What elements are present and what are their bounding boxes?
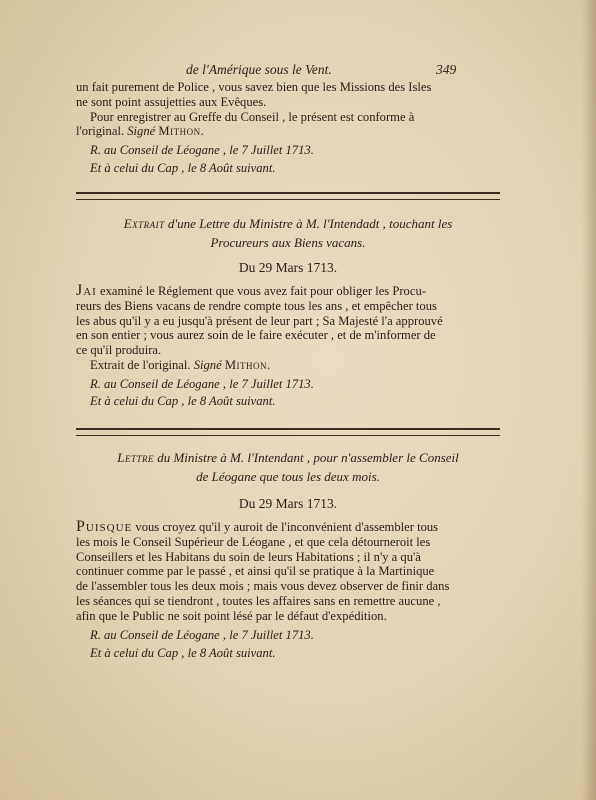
text-line: ne sont point assujetties aux Evêques. — [76, 94, 267, 109]
text-line: Puisque vous croyez qu'il y auroit de l'inconvénient d'assembler tous — [76, 518, 439, 535]
signature-line: Extrait de l'original. Signé Mithon. — [90, 357, 271, 372]
title-smallcaps: Lettre — [117, 450, 154, 465]
signature-prefix: l'original. — [76, 124, 125, 139]
registration-line: Et à celui du Cap , le 8 Août suivant. — [90, 646, 276, 661]
title-text: de Léogane que tous les deux mois. — [196, 469, 380, 484]
text-line: les abus qu'il y a eu jusqu'à présent de leur part ; Sa Majesté l'a approuvé — [76, 313, 443, 328]
title-text: d'une Lettre du Ministre à M. l'Intendadt , touchant les — [167, 216, 453, 231]
registration-line: R. au Conseil de Léogane , le 7 Juillet 1713. — [90, 376, 314, 391]
title-smallcaps: Extrait — [123, 216, 165, 231]
registration-line: Et à celui du Cap , le 8 Août suivant. — [90, 160, 276, 175]
section-title — [76, 448, 500, 486]
page-edge-shadow — [582, 0, 596, 800]
text-line: Conseillers et les Habitans du soin de leurs Habitations ; il n'y a qu'à — [76, 549, 421, 564]
text-line: reurs des Biens vacans de rendre compte tous les ans , et empêcher tous — [76, 298, 437, 313]
registration-line: R. au Conseil de Léogane , le 7 Juillet 1713. — [90, 627, 314, 642]
running-head: de l'Amérique sous le Vent. — [186, 62, 332, 77]
text-line: les mois le Conseil Supérieur de Léogane , et que cela détourneroit les — [76, 534, 431, 549]
section-date: Du 29 Mars 1713. — [238, 260, 338, 275]
section-title — [76, 214, 500, 252]
top-section — [76, 80, 496, 176]
drop-cap: Puisque — [76, 518, 133, 535]
section-body — [76, 284, 496, 408]
signature-name: Mithon. — [158, 124, 205, 139]
signature-line — [76, 124, 496, 139]
section-body — [76, 520, 496, 661]
text-line: ce qu'il produira. — [76, 343, 162, 358]
text-line: un fait purement de Police , vous savez bien que les Missions des Isles — [76, 80, 432, 94]
registration-line: Et à celui du Cap , le 8 Août suivant. — [90, 393, 276, 408]
title-text: Procureurs aux Biens vacans. — [210, 235, 366, 250]
signature-signe: Signé — [127, 124, 156, 139]
text-line: Pour enregistrer au Greffe du Conseil , le présent est conforme à — [90, 109, 415, 124]
text-line: Jai examiné le Réglement que vous avez fait pour obliger les Procu- — [76, 282, 426, 299]
drop-cap: Jai — [76, 282, 97, 299]
section-divider — [76, 192, 500, 200]
text-line: afin que le Public ne soit point lésé par le défaut d'expédition. — [76, 608, 387, 623]
section-date: Du 29 Mars 1713. — [238, 496, 338, 511]
registration-line: R. au Conseil de Léogane , le 7 Juillet 1713. — [90, 143, 314, 158]
text-line: les séances qui se tiendront , toutes les affaires sans en remettre aucune , — [76, 593, 441, 608]
page-number: 349 — [436, 62, 457, 77]
text-line: de l'assembler tous les deux mois ; mais vous devez observer de finir dans — [76, 579, 450, 594]
section-divider — [76, 428, 500, 436]
title-text: du Ministre à M. l'Intendant , pour n'assembler le Conseil — [157, 450, 459, 465]
text-line: continuer comme par le passé , et ainsi qu'il se pratique à la Martinique — [76, 564, 435, 579]
text-line: en son entier ; vous aurez soin de le faire exécuter , et de m'informer de — [76, 328, 436, 343]
